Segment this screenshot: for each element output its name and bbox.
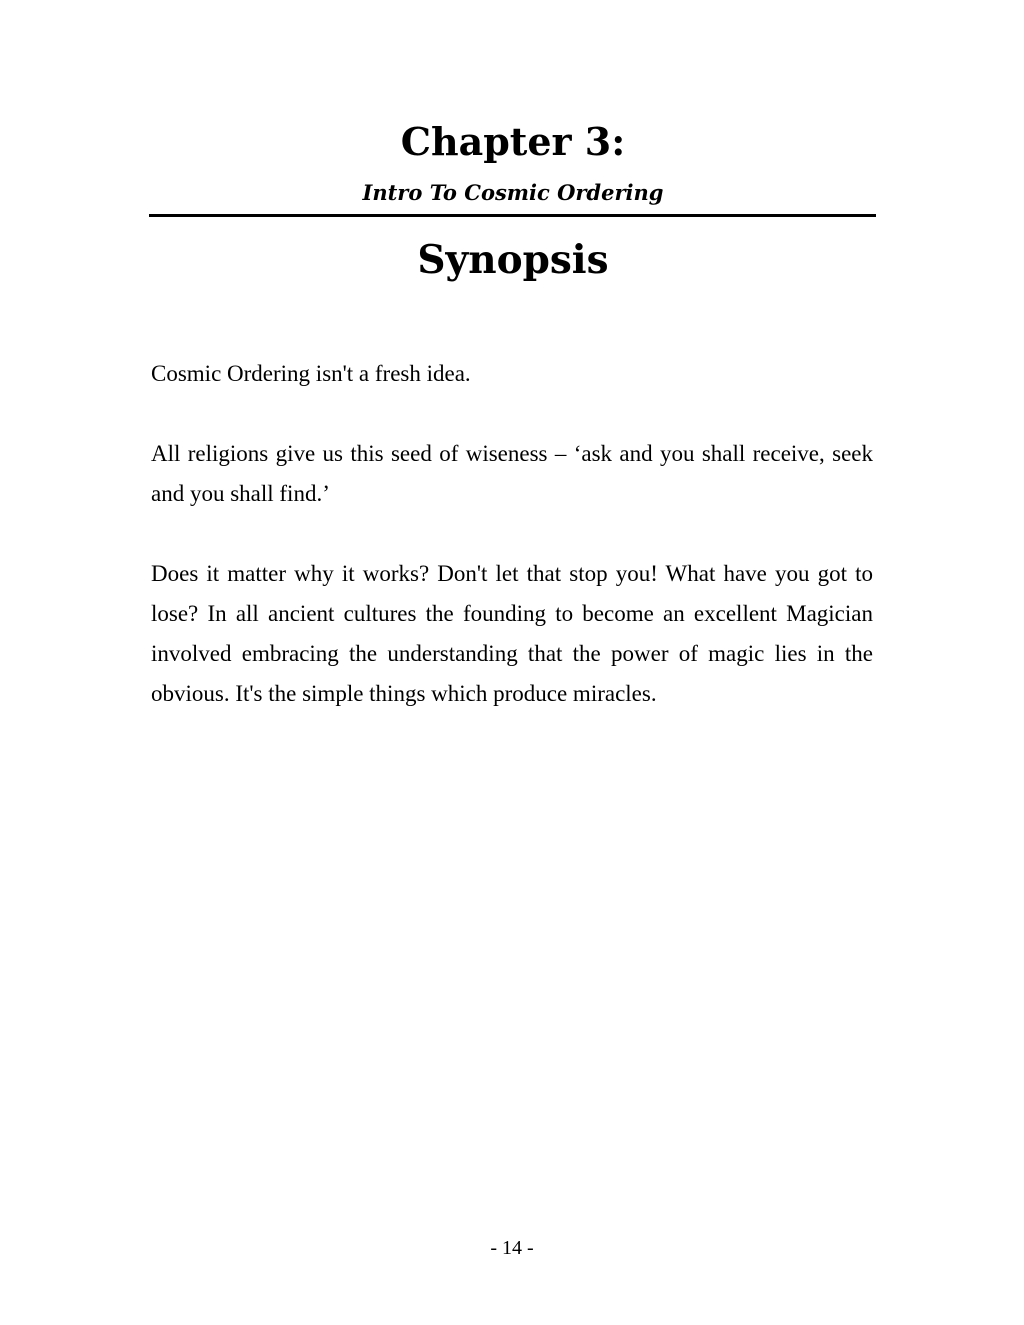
horizontal-rule <box>149 214 876 217</box>
paragraph-1: Cosmic Ordering isn't a fresh idea. <box>151 361 471 386</box>
section-title: Synopsis <box>417 237 609 283</box>
paragraph-3: Does it matter why it works? Don't let that stop you! What have you got to lose? In all ancient cultures the founding to become an excellent Magician involved embracing the understanding that the power of magic lies in the obvious. It's the simple things which produce miracles. <box>151 561 873 706</box>
paragraph-2: All religions give us this seed of wiseness – ‘ask and you shall receive, seek and you shall find.’ <box>151 441 873 506</box>
chapter-title: Chapter 3: <box>400 119 626 164</box>
page-number: - 14 - <box>490 1237 534 1259</box>
chapter-subtitle: Intro To Cosmic Ordering <box>362 180 664 205</box>
